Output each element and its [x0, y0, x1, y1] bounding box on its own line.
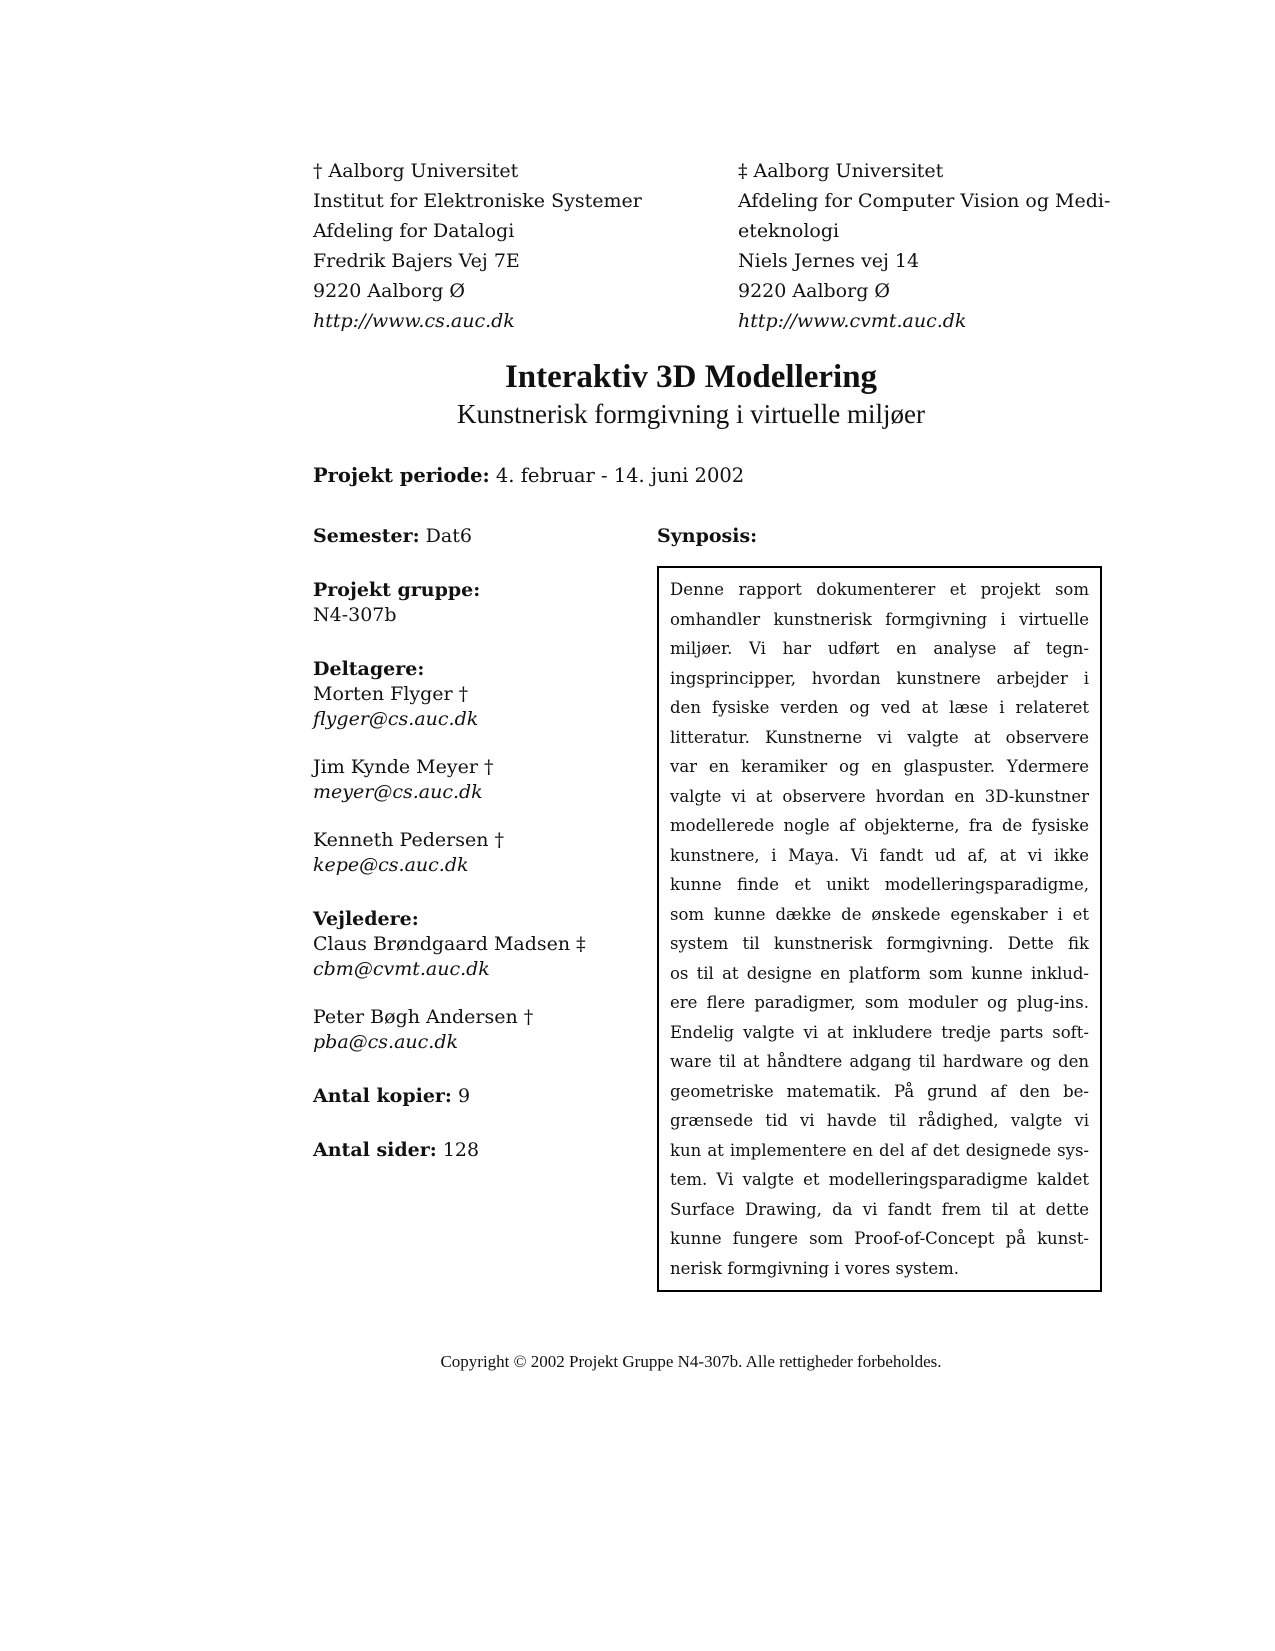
synopsis-line: os til at designe en platform som kunne inklud- [670, 963, 1089, 983]
copies-value: 9 [457, 1085, 471, 1107]
synopsis-line: Surface Drawing, da vi fandt frem til at dette [670, 1199, 1089, 1219]
participant-email: meyer@cs.auc.dk [313, 781, 483, 803]
report-subtitle: Kunstnerisk formgivning i virtuelle miljøer [457, 399, 925, 429]
participant-email: kepe@cs.auc.dk [313, 854, 469, 876]
metadata-column [313, 524, 643, 1192]
project-period [313, 464, 744, 487]
report-title: Interaktiv 3D Modellering [504, 359, 878, 395]
synopsis-line: Denne rapport dokumenterer et projekt som [670, 580, 1089, 599]
supervisor-name: Peter Bøgh Andersen † [313, 1006, 534, 1028]
institution-line: 9220 Aalborg Ø [738, 280, 890, 302]
pages-value: 128 [442, 1139, 480, 1161]
synopsis-line: Endelig valgte vi at inkludere tredje parts soft- [670, 1022, 1089, 1042]
synopsis-box [657, 566, 1102, 1292]
participant [313, 755, 643, 805]
supervisor [313, 932, 643, 982]
institution-line: Afdeling for Datalogi [313, 220, 515, 242]
copies-label: Antal kopier: [313, 1085, 452, 1107]
field-copies [313, 1084, 643, 1109]
field-semester [313, 524, 643, 549]
field-supervisors [313, 907, 643, 1055]
synopsis-line: ware til at håndtere adgang til hardware og den [670, 1052, 1089, 1071]
institution-right-url: http://www.cvmt.auc.dk [738, 310, 967, 332]
synopsis-line: omhandler kunstnerisk formgivning i virtuelle [670, 609, 1089, 629]
institution-line: Fredrik Bajers Vej 7E [313, 250, 520, 272]
institution-line: Niels Jernes vej 14 [738, 250, 920, 272]
institution-line: † Aalborg Universitet [313, 160, 519, 182]
semester-value: Dat6 [425, 525, 472, 547]
participants-list [313, 682, 643, 878]
field-pages [313, 1138, 643, 1163]
supervisor-email: pba@cs.auc.dk [313, 1031, 459, 1053]
participant [313, 828, 643, 878]
title-block [313, 358, 1069, 430]
synopsis-line: ere flere paradigmer, som moduler og plug-ins. [670, 993, 1089, 1012]
institution-right-lines [738, 156, 1128, 306]
synopsis-line: tem. Vi valgte et modelleringsparadigme kaldet [670, 1170, 1089, 1189]
participant-name: Kenneth Pedersen † [313, 829, 504, 851]
institution-left-url: http://www.cs.auc.dk [313, 310, 515, 332]
institution-line: Afdeling for Computer Vision og Medi- [738, 190, 1111, 212]
project-group-label: Projekt gruppe: [313, 579, 481, 601]
synopsis-line: miljøer. Vi har udført en analyse af tegn- [670, 639, 1089, 658]
project-period-label: Projekt periode: [313, 464, 490, 487]
synopsis-line: den fysiske verden og ved at læse i relateret [670, 698, 1089, 717]
semester-label: Semester: [313, 525, 420, 547]
copyright-line: Copyright © 2002 Projekt Gruppe N4-307b. Alle rettigheder forbeholdes. [440, 1352, 942, 1371]
synopsis-line: geometriske matematik. På grund af den be- [670, 1081, 1089, 1101]
synopsis-line: valgte vi at observere hvordan en 3D-kunstner [670, 786, 1089, 806]
institution-address-left [313, 156, 713, 336]
institution-line: ‡ Aalborg Universitet [738, 160, 944, 182]
institution-line: Institut for Elektroniske Systemer [313, 190, 642, 212]
synopsis-line: kunstnere, i Maya. Vi fandt ud af, at vi ikke [670, 845, 1089, 865]
supervisor-name: Claus Brøndgaard Madsen ‡ [313, 933, 586, 955]
institution-left-lines [313, 156, 713, 306]
synopsis-label: Synposis: [657, 525, 758, 547]
project-period-value: 4. februar - 14. juni 2002 [495, 464, 745, 487]
synopsis-line: kunne finde et unikt modelleringsparadigme, [670, 875, 1089, 894]
supervisor-email: cbm@cvmt.auc.dk [313, 958, 490, 980]
synopsis-line: system til kunstnerisk formgivning. Dette fik [670, 934, 1089, 953]
synopsis-line: kun at implementere en del af det designede sys- [670, 1140, 1089, 1160]
participant-name: Jim Kynde Meyer † [313, 756, 494, 778]
field-project-group [313, 578, 643, 628]
synopsis-line: ingsprincipper, hvordan kunstnere arbejder i [670, 668, 1089, 688]
participant [313, 682, 643, 732]
institution-line: 9220 Aalborg Ø [313, 280, 465, 302]
synopsis-line: nerisk formgivning i vores system. [670, 1258, 960, 1278]
synopsis-section [657, 524, 1102, 1292]
pages-label: Antal sider: [313, 1139, 437, 1161]
synopsis-line: grænsede tid vi havde til rådighed, valgte vi [670, 1111, 1089, 1130]
synopsis-line: litteratur. Kunstnerne vi valgte at observere [670, 727, 1089, 747]
synopsis-line: kunne fungere som Proof-of-Concept på kunst- [670, 1229, 1089, 1248]
institution-line: eteknologi [738, 220, 840, 242]
supervisors-list [313, 932, 643, 1055]
project-group-value: N4-307b [313, 604, 397, 626]
participant-name: Morten Flyger † [313, 683, 469, 705]
supervisors-label: Vejledere: [313, 908, 419, 930]
field-participants [313, 657, 643, 878]
institution-address-right [738, 156, 1128, 336]
participants-label: Deltagere: [313, 658, 425, 680]
synopsis-line: som kunne dække de ønskede egenskaber i et [670, 904, 1089, 924]
participant-email: flyger@cs.auc.dk [313, 708, 479, 730]
synopsis-line: modellerede nogle af objekterne, fra de fysiske [670, 816, 1089, 835]
synopsis-line: var en keramiker og en glaspuster. Ydermere [670, 757, 1089, 776]
supervisor [313, 1005, 643, 1055]
